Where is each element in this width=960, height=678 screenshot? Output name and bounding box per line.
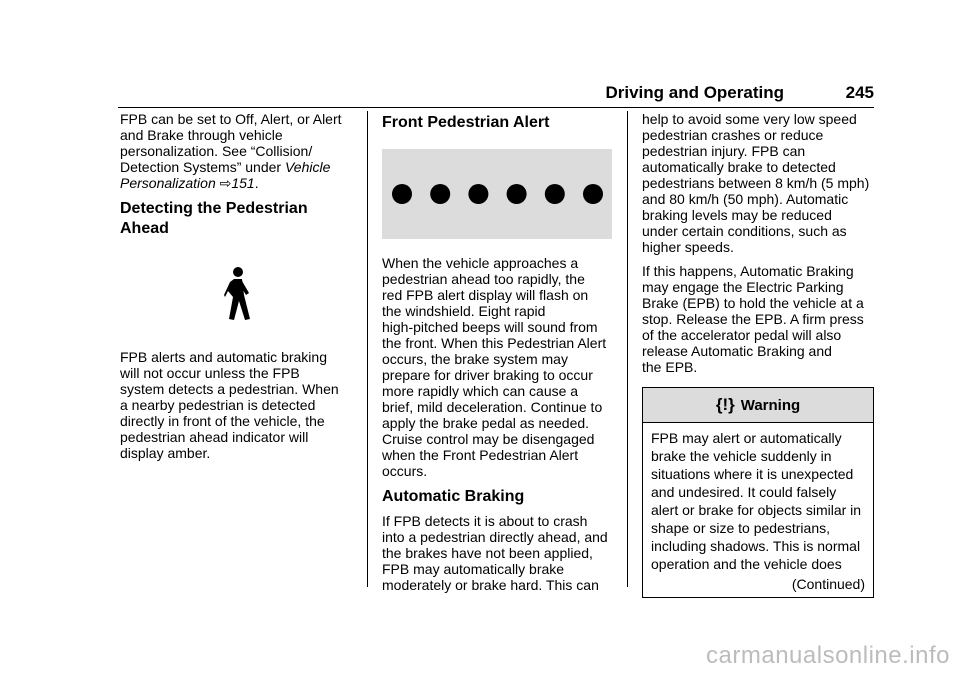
heading-front-pedestrian-alert: Front Pedestrian Alert <box>382 114 550 131</box>
column-1 <box>120 111 356 469</box>
line: may engage the Electric Parking <box>642 279 844 295</box>
header-divider <box>118 107 874 108</box>
column-3 <box>642 111 874 598</box>
line: higher speeds. <box>642 239 734 255</box>
line: pedestrian ahead indicator will <box>120 429 309 445</box>
page-ref-arrow-icon: ⇨ <box>219 175 232 191</box>
column-divider-1 <box>367 111 368 587</box>
line: brief, mild deceleration. Continue to <box>382 399 603 415</box>
line: FPB alerts and automatic braking <box>120 349 327 365</box>
heading-detecting-pedestrian <box>120 199 356 239</box>
page-number: 245 <box>845 83 874 102</box>
line: occurs. <box>382 463 428 479</box>
alert-dot <box>583 184 603 204</box>
column-2 <box>382 111 614 601</box>
front-pedestrian-alert-paragraph <box>382 255 614 479</box>
heading-line: Ahead <box>120 220 169 237</box>
alert-dot <box>430 184 450 204</box>
line: and undesired. It could falsely <box>651 484 837 500</box>
epb-paragraph <box>642 263 874 375</box>
line: prepare for driver braking to occur <box>382 367 593 383</box>
line: release Automatic Braking and <box>642 343 832 359</box>
line: When the vehicle approaches a <box>382 255 579 271</box>
line: into a pedestrian directly ahead, and <box>382 529 608 545</box>
heading-line: Detecting the Pedestrian <box>120 200 308 217</box>
braking-continued-paragraph <box>642 111 874 255</box>
line: pedestrian crashes or reduce <box>642 127 824 143</box>
line: under certain conditions, such as <box>642 223 847 239</box>
pedestrian-indicator <box>120 255 356 337</box>
column-divider-2 <box>627 111 628 587</box>
line: the windshield. Eight rapid <box>382 303 546 319</box>
line: FPB can be set to Off, Alert, or Alert <box>120 111 342 127</box>
line: automatically brake to detected <box>642 159 836 175</box>
line: the EPB. <box>642 359 698 375</box>
line: If this happens, Automatic Braking <box>642 263 854 279</box>
section-title: Driving and Operating <box>605 83 784 102</box>
warning-icon: {!} <box>715 395 735 414</box>
line: operation and the vehicle does <box>651 556 842 572</box>
line: braking levels may be reduced <box>642 207 832 223</box>
line: pedestrian ahead too rapidly, the <box>382 271 585 287</box>
line: personalization. See “Collision/ <box>120 143 313 159</box>
line: apply the brake pedal as needed. <box>382 415 590 431</box>
line: of the accelerator pedal will also <box>642 327 842 343</box>
warning-header <box>643 388 873 423</box>
line: FPB may alert or automatically <box>651 430 842 446</box>
line: shape or size to pedestrians, <box>651 520 830 536</box>
line: alert or brake for objects similar in <box>651 502 862 518</box>
line: If FPB detects it is about to crash <box>382 513 588 529</box>
line: will not occur unless the FPB <box>120 365 300 381</box>
pedestrian-icon <box>224 267 252 321</box>
alert-dot <box>468 184 488 204</box>
line: moderately or brake hard. This can <box>382 577 599 593</box>
line: when the Front Pedestrian Alert <box>382 447 579 463</box>
warning-title: Warning <box>740 397 801 414</box>
line: and Brake through vehicle <box>120 127 283 143</box>
automatic-braking-paragraph <box>382 513 614 593</box>
line: high-pitched beeps will sound from <box>382 319 598 335</box>
heading-automatic-braking: Automatic Braking <box>382 488 525 505</box>
warning-body <box>643 423 873 597</box>
continued-label: (Continued) <box>791 576 865 592</box>
line: pedestrians between 8 km/h (5 mph) <box>642 175 870 191</box>
line: system detects a pedestrian. When <box>120 381 339 397</box>
line: Brake (EPB) to hold the vehicle at a <box>642 295 864 311</box>
punctuation: . <box>254 175 259 191</box>
line: pedestrian injury. FPB can <box>642 143 806 159</box>
line: Detection Systems” under <box>120 159 285 175</box>
line: occurs, the brake system may <box>382 351 568 367</box>
alert-display-illustration <box>382 149 612 239</box>
line: red FPB alert display will flash on <box>382 287 589 303</box>
page-header <box>118 80 874 106</box>
alert-dot <box>507 184 527 204</box>
page-reference-link[interactable]: 151 <box>231 175 255 191</box>
line: directly in front of the vehicle, the <box>120 413 325 429</box>
line: brake the vehicle suddenly in <box>651 448 832 464</box>
reference-italic: Vehicle <box>284 159 331 175</box>
alert-dot <box>392 184 412 204</box>
watermark: carmanualsonline.info <box>706 642 950 669</box>
line: display amber. <box>120 445 211 461</box>
alert-dot <box>545 184 565 204</box>
alert-dots-icon <box>382 149 612 239</box>
line: situations where it is unexpected <box>651 466 854 482</box>
line: stop. Release the EPB. A firm press <box>642 311 864 327</box>
line: more rapidly which can cause a <box>382 383 579 399</box>
warning-box <box>642 387 874 598</box>
line: including shadows. This is normal <box>651 538 861 554</box>
line: a nearby pedestrian is detected <box>120 397 316 413</box>
fpb-alerts-paragraph <box>120 349 356 461</box>
line: help to avoid some very low speed <box>642 111 857 127</box>
line: Cruise control may be disengaged <box>382 431 595 447</box>
line: the front. When this Pedestrian Alert <box>382 335 607 351</box>
line: FPB may automatically brake <box>382 561 565 577</box>
line: and 80 km/h (50 mph). Automatic <box>642 191 849 207</box>
line: the brakes have not been applied, <box>382 545 593 561</box>
fpb-settings-paragraph <box>120 111 356 191</box>
reference-italic: Personalization <box>120 175 216 191</box>
